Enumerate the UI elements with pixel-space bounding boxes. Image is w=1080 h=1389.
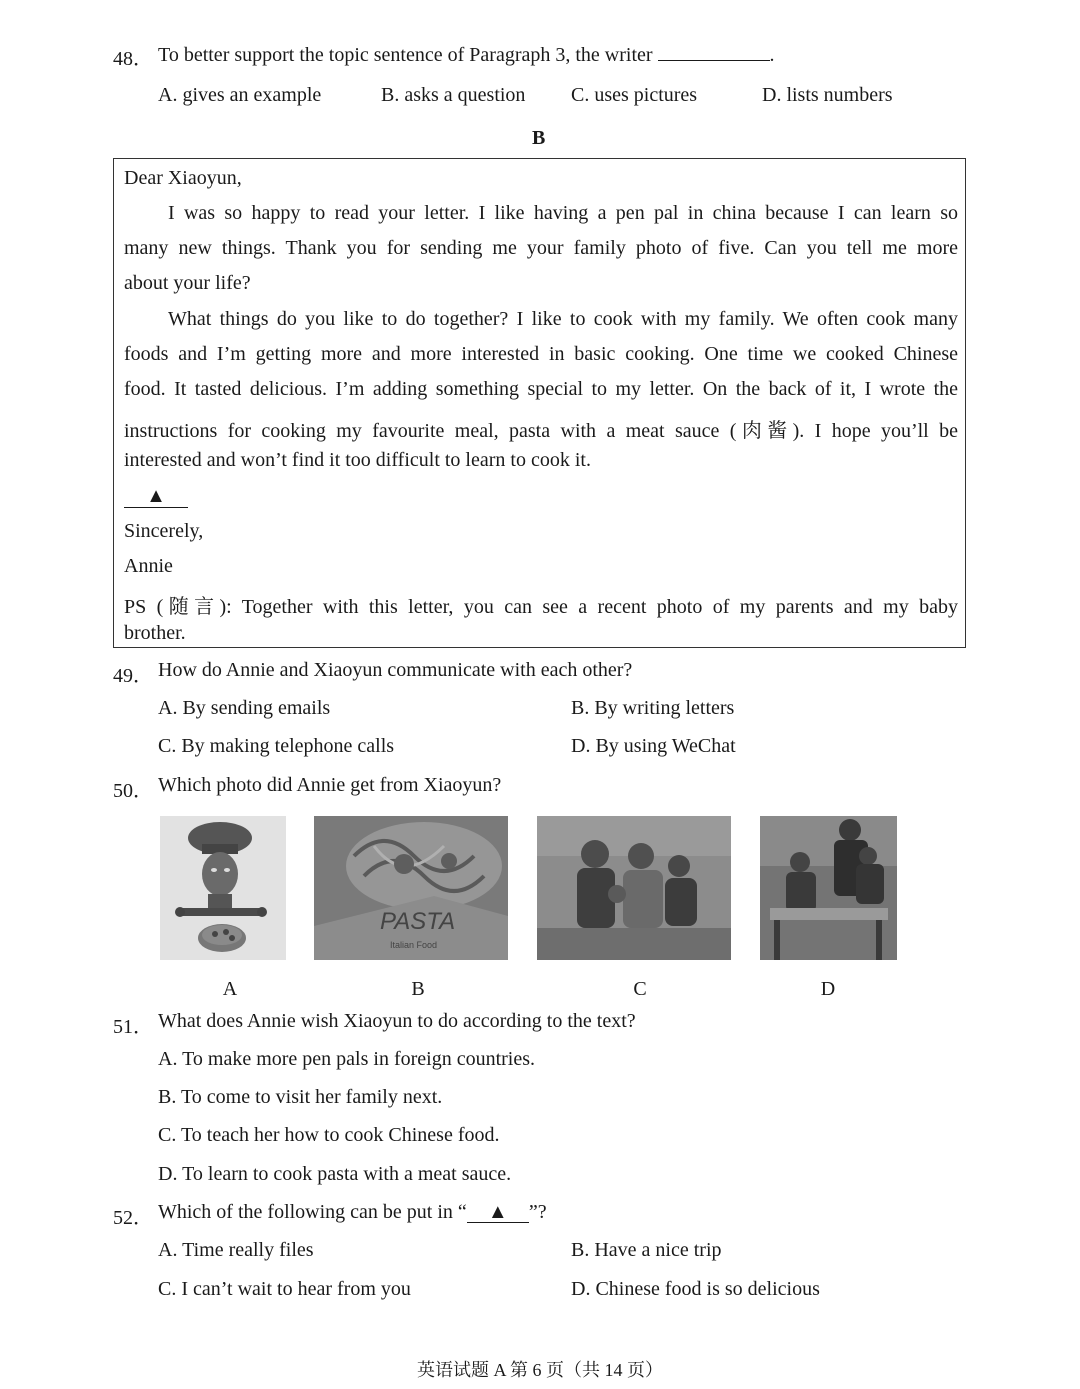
letter-ps-line1: PS (随言): Together with this letter, you can see a recent photo of my parents and my baby	[124, 596, 958, 618]
q52-option-a: A. Time really files	[158, 1239, 314, 1261]
photo-caption-b: B	[411, 978, 425, 1000]
q48-option-b: B. asks a question	[381, 84, 526, 106]
letter-p2-line5: interested and won’t find it too difficult to learn to cook it.	[124, 449, 591, 471]
q52-number: 52．	[113, 1207, 153, 1229]
triangle-icon: ▲	[487, 1201, 508, 1223]
section-heading: B	[532, 127, 546, 149]
q49-option-a: A. By sending emails	[158, 697, 331, 719]
q48-option-a: A. gives an example	[158, 84, 322, 106]
q49-option-c: C. By making telephone calls	[158, 735, 395, 757]
photo-caption-a: A	[222, 978, 238, 1000]
photo-caption-d: D	[820, 978, 836, 1000]
letter-p1-line2: many new things. Thank you for sending me your family photo of five. Can you tell me more	[124, 237, 958, 259]
q50-number: 50．	[113, 780, 153, 802]
q48-text: To better support the topic sentence of Paragraph 3, the writer	[158, 44, 653, 66]
q48-option-c: C. uses pictures	[571, 84, 698, 106]
q48-answer-blank	[658, 42, 770, 61]
q49-text: How do Annie and Xiaoyun communicate with each other?	[158, 659, 633, 681]
q49-option-d: D. By using WeChat	[571, 735, 736, 757]
letter-p2-line2: foods and I’m getting more and more interested in basic cooking. One time we cooked Chinese	[124, 343, 958, 365]
photo-b-subtitle: Italian Food	[390, 940, 438, 950]
pasta-plate-icon	[314, 816, 508, 960]
q52-option-c: C. I can’t wait to hear from you	[158, 1278, 411, 1300]
photo-d-dinner	[760, 816, 897, 960]
letter-p2-line1: What things do you like to do together? I like to cook with my family. We often cook many	[168, 308, 958, 330]
q52-stem	[158, 1201, 547, 1224]
photo-b-title: PASTA	[380, 908, 456, 935]
letter-greeting: Dear Xiaoyun,	[124, 167, 242, 189]
letter-ps-line2: brother.	[124, 622, 186, 644]
q49-number: 49．	[113, 665, 153, 687]
q48-number: 48．	[113, 48, 153, 70]
q51-text: What does Annie wish Xiaoyun to do according to the text?	[158, 1010, 636, 1032]
q52-option-b: B. Have a nice trip	[571, 1239, 722, 1261]
photo-a-chef	[160, 816, 286, 960]
q51-option-d: D. To learn to cook pasta with a meat sauce.	[158, 1163, 512, 1185]
letter-box	[113, 158, 966, 648]
dinner-photo-icon	[760, 816, 897, 960]
q51-number: 51．	[113, 1016, 153, 1038]
photo-b-pasta	[314, 816, 508, 960]
letter-closing: Sincerely,	[124, 520, 204, 542]
q48-period: .	[769, 44, 775, 66]
page-footer: 英语试题 A 第 6 页（共 14 页）	[416, 1360, 663, 1380]
q52-text-after: ”?	[528, 1201, 547, 1223]
triangle-icon: ▲	[146, 485, 166, 507]
q49-option-b: B. By writing letters	[571, 697, 735, 719]
q51-option-b: B. To come to visit her family next.	[158, 1086, 443, 1108]
q48-stem	[158, 42, 775, 67]
letter-p2-line3: food. It tasted delicious. I’m adding something special to my letter. On the back of it, I wrote the	[124, 378, 958, 400]
q52-blank	[467, 1202, 529, 1223]
family-photo-icon	[537, 816, 731, 960]
photo-c-family	[537, 816, 731, 960]
q52-option-d: D. Chinese food is so delicious	[571, 1278, 820, 1300]
q51-option-c: C. To teach her how to cook Chinese food.	[158, 1124, 500, 1146]
q51-option-a: A. To make more pen pals in foreign countries.	[158, 1048, 536, 1070]
letter-p2-line4: instructions for cooking my favourite meal, pasta with a meat sauce (肉酱). I hope you’ll be	[124, 420, 958, 442]
q52-text-before: Which of the following can be put in “	[158, 1201, 467, 1223]
q48-option-d: D. lists numbers	[762, 84, 893, 106]
letter-signature: Annie	[124, 555, 173, 577]
chef-icon	[160, 816, 286, 960]
q50-text: Which photo did Annie get from Xiaoyun?	[158, 774, 502, 796]
photo-caption-c: C	[633, 978, 647, 1000]
letter-p1-line1: I was so happy to read your letter. I like having a pen pal in china because I can learn so	[168, 202, 958, 224]
letter-blank	[124, 485, 188, 508]
letter-p1-line3: about your life?	[124, 272, 251, 294]
